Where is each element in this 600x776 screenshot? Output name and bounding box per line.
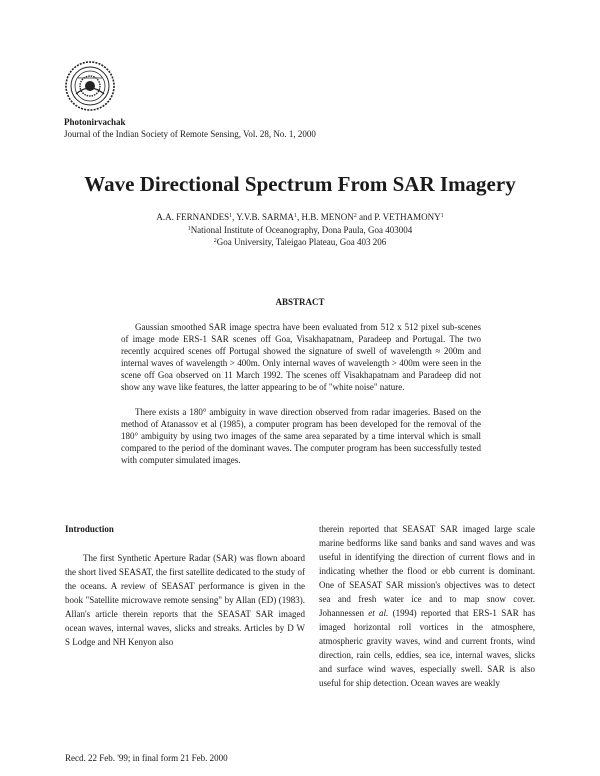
affiliation-1 — [0, 225, 600, 235]
right-text-part-2: (1994) reported that ERS-1 SAR has imaged horizontal roll vortices in the atmosphere, atmospheric gravity waves, wind and current fronts, wind direction, rain cells, eddies, sea ice, internal waves, slicks and surface wind waves, especially swell. SAR is also useful for ship detection. Ocean waves are weakly — [319, 608, 535, 688]
paper-title: Wave Directional Spectrum From SAR Imagery — [84, 172, 516, 196]
abstract-paragraph-1: Gaussian smoothed SAR image spectra have been evaluated from 512 x 512 pixel sub-scenes of image mode ERS-1 SAR scenes off Goa, Visakhapatnam, Paradeep and Portugal. The two recently acquired scenes off Portugal showed the signature of swell of wavelength ≈ 200m and internal waves of wavelength > 400m. Only internal waves of wavelength > 400m were seen in the scene off Goa observed on 11 March 1992. The scenes off Visakhapatnam and Paradeep did not show any wave like features, the latter appearing to be of "white noise" nature. — [121, 322, 481, 392]
affiliation-2-mark: 2 — [213, 238, 217, 244]
affiliation-2 — [0, 237, 600, 247]
author-list — [0, 212, 600, 222]
author-4: and P. VETHAMONY — [356, 212, 441, 222]
right-column — [319, 522, 535, 690]
journal-citation: Journal of the Indian Society of Remote Sensing, Vol. 28, No. 1, 2000 — [64, 129, 316, 139]
abstract-heading: ABSTRACT — [275, 297, 325, 307]
author-1: A.A. FERNANDES — [156, 212, 230, 222]
received-date: Recd. 22 Feb. '99; in final form 21 Feb. 2000 — [65, 753, 228, 763]
right-text-part-1: therein reported that SEASAT SAR imaged large scale marine bedforms like sand banks and sand waves and was useful in identifying the direction of current flows and in indicating whether the flood or ebb current is dominant. One of SEASAT SAR mission's objectives was to detect sea and fresh water ice and to map snow cover. Johannessen — [319, 524, 535, 618]
author-3: , H.B. MENON — [297, 212, 354, 222]
affiliation-2-text: Goa University, Taleigao Plateau, Goa 403 206 — [216, 237, 387, 247]
left-column — [65, 522, 305, 649]
author-3-affiliation-mark: 2 — [353, 213, 357, 219]
et-al-italic: et al. — [368, 608, 389, 618]
author-4-affiliation-mark: 1 — [440, 213, 444, 219]
affiliation-1-text: National Institute of Oceanography, Dona Paula, Goa 403004 — [190, 225, 413, 235]
journal-name: Photonirvachak — [64, 117, 126, 127]
abstract-body — [121, 321, 481, 466]
author-1-affiliation-mark: 1 — [229, 213, 233, 219]
author-2-affiliation-mark: 1 — [294, 213, 297, 219]
introduction-left-text: The first Synthetic Aperture Radar (SAR) was flown aboard the short lived SEASAT, the first satellite dedicated to the study of the oceans. A review of SEASAT performance is given in the book "Satellite microwave remote sensing" by Allan (ED) (1983). Allan's article therein reports that the SEASAT SAR imaged ocean waves, internal waves, slicks and streaks. Articles by D W S Lodge and NH Kenyon also — [65, 553, 305, 647]
introduction-right-text — [319, 522, 535, 690]
affiliation-1-mark: 1 — [187, 226, 191, 232]
introduction-heading: Introduction — [65, 524, 114, 534]
author-2: , Y.V.B. SARMA — [232, 212, 294, 222]
society-seal-logo — [64, 60, 116, 112]
abstract-paragraph-2: There exists a 180° ambiguity in wave direction observed from radar imageries. Based on the method of Atanassov et al (1985), a computer program has been developed for the removal of the 180° ambiguity by using two images of the same area separated by a time interval which is small compared to the period of the dominant waves. The computer program has been successfully tested with computer simulated images. — [121, 407, 481, 465]
